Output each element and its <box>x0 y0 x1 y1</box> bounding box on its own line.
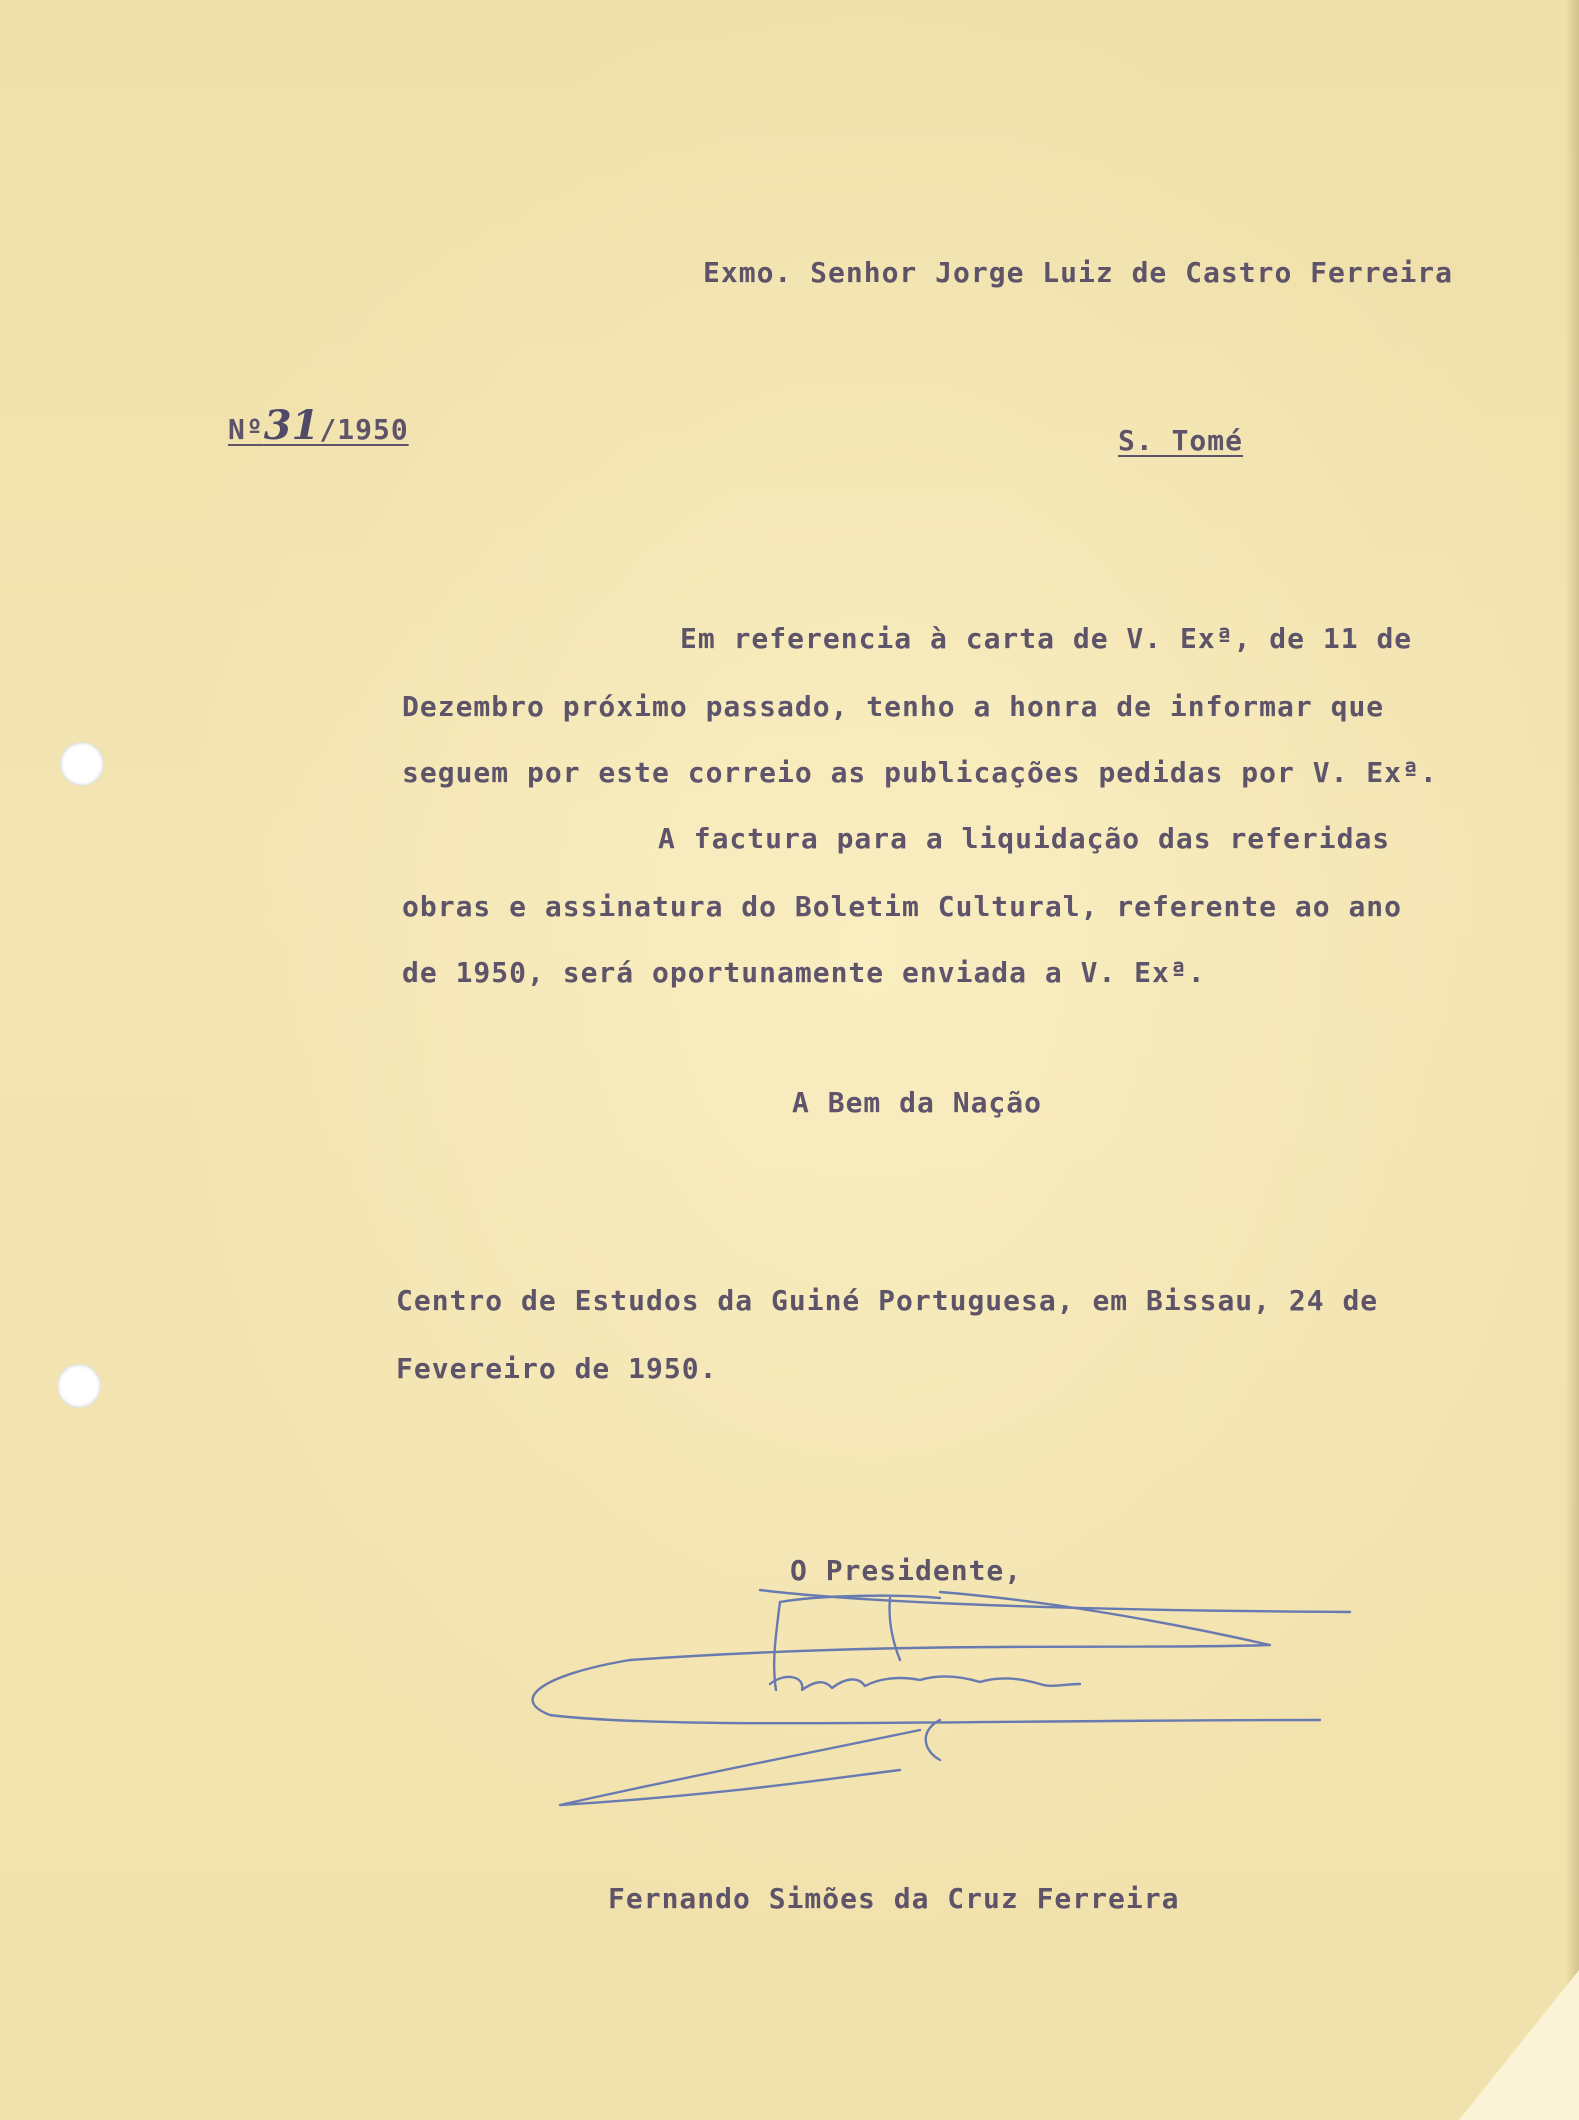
body-line-5: obras e assinatura do Boletim Cultural, referente ao ano <box>402 890 1403 923</box>
signatory-name: Fernando Simões da Cruz Ferreira <box>608 1882 1180 1915</box>
destination-line: S. Tomé <box>1118 424 1244 457</box>
reference-prefix: Nº <box>228 413 264 446</box>
punch-hole-lower <box>57 1364 101 1408</box>
body-line-3: seguem por este correio as publicações pedidas por V. Exª. <box>402 756 1438 789</box>
handwritten-signature <box>520 1580 1360 1820</box>
body-line-1: Em referencia à carta de V. Exª, de 11 de <box>680 622 1413 655</box>
punch-hole-upper <box>60 742 104 786</box>
reference-year: /1950 <box>319 413 409 446</box>
addressee-line: Exmo. Senhor Jorge Luiz de Castro Ferreira <box>703 256 1454 289</box>
reference-handwritten-number: 31 <box>263 402 320 449</box>
body-line-4: A factura para a liquidação das referidas <box>658 822 1391 855</box>
salutation: A Bem da Nação <box>792 1086 1043 1119</box>
body-line-2: Dezembro próximo passado, tenho a honra de informar que <box>402 690 1385 723</box>
place-date-line-1: Centro de Estudos da Guiné Portuguesa, em Bissau, 24 de <box>396 1284 1379 1317</box>
place-date-line-2: Fevereiro de 1950. <box>396 1352 718 1385</box>
page-edge-shadow <box>1565 0 1579 2120</box>
reference-number <box>228 402 409 449</box>
body-line-6: de 1950, será oportunamente enviada a V. Exª. <box>402 956 1206 989</box>
folded-corner <box>1459 1970 1579 2120</box>
signatory-title: O Presidente, <box>790 1554 1023 1587</box>
